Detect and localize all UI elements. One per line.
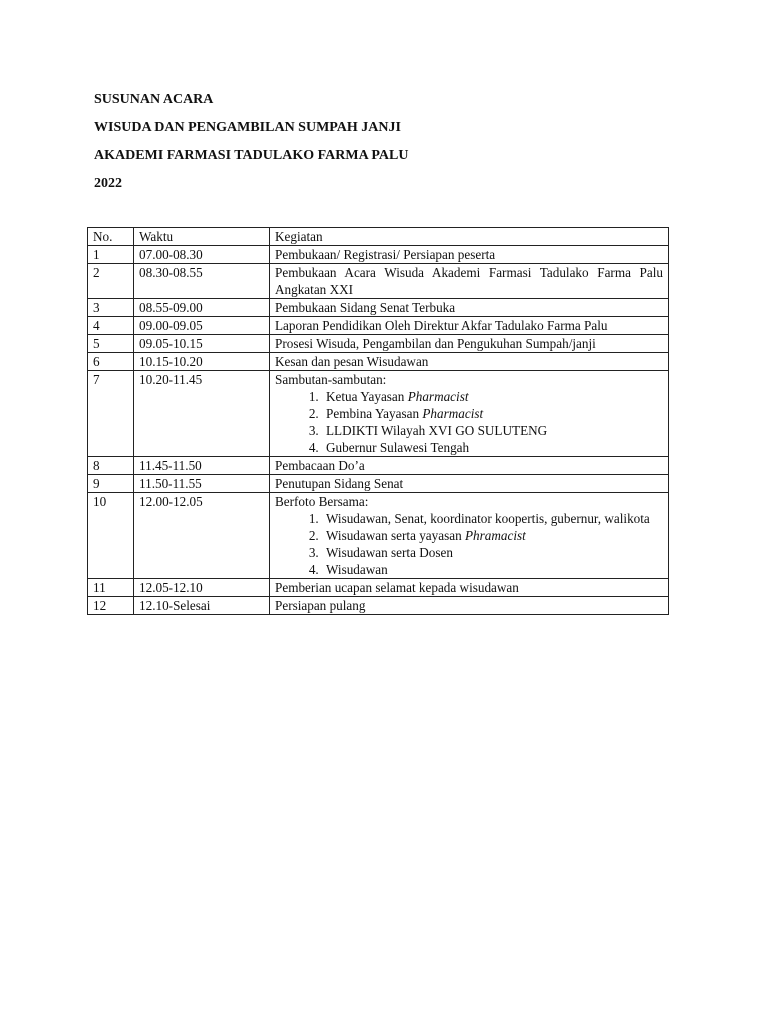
table-row xyxy=(88,335,669,353)
list-item: 4. Wisudawan xyxy=(322,561,663,578)
list-item: 2. Pembina Yayasan Pharmacist xyxy=(322,405,663,422)
row-activity: Laporan Pendidikan Oleh Direktur Akfar Tadulako Farma Palu xyxy=(270,317,669,335)
row-activity xyxy=(270,371,669,457)
row-no: 6 xyxy=(88,353,134,371)
table-row xyxy=(88,299,669,317)
list-item: 1. Wisudawan, Senat, koordinator koopertis, gubernur, walikota xyxy=(322,510,663,527)
row-no: 5 xyxy=(88,335,134,353)
table-row xyxy=(88,371,669,457)
row-time: 08.30-08.55 xyxy=(134,264,270,299)
row-no: 4 xyxy=(88,317,134,335)
table-row xyxy=(88,457,669,475)
table-row xyxy=(88,264,669,299)
list-item: 4. Gubernur Sulawesi Tengah xyxy=(322,439,663,456)
row-no: 1 xyxy=(88,246,134,264)
row-time: 07.00-08.30 xyxy=(134,246,270,264)
activity-title: Berfoto Bersama: xyxy=(275,494,369,509)
table-row xyxy=(88,579,669,597)
row-time: 10.15-10.20 xyxy=(134,353,270,371)
row-no: 12 xyxy=(88,597,134,615)
row-activity: Pembukaan Sidang Senat Terbuka xyxy=(270,299,669,317)
heading-year: 2022 xyxy=(94,176,122,191)
list-item: 3. Wisudawan serta Dosen xyxy=(322,544,663,561)
row-activity: Pembukaan Acara Wisuda Akademi Farmasi Tadulako Farma Palu Angkatan XXI xyxy=(270,264,669,299)
row-no: 3 xyxy=(88,299,134,317)
row-activity: Pembukaan/ Registrasi/ Persiapan peserta xyxy=(270,246,669,264)
row-activity: Pembacaan Do’a xyxy=(270,457,669,475)
table-row xyxy=(88,475,669,493)
row-activity: Kesan dan pesan Wisudawan xyxy=(270,353,669,371)
row-time: 12.10-Selesai xyxy=(134,597,270,615)
list-item: 2. Wisudawan serta yayasan Phramacist xyxy=(322,527,663,544)
table-row xyxy=(88,246,669,264)
row-activity: Prosesi Wisuda, Pengambilan dan Pengukuhan Sumpah/janji xyxy=(270,335,669,353)
table-row xyxy=(88,353,669,371)
table-row xyxy=(88,317,669,335)
row-no: 8 xyxy=(88,457,134,475)
row-time: 09.00-09.05 xyxy=(134,317,270,335)
table-row xyxy=(88,597,669,615)
row-no: 2 xyxy=(88,264,134,299)
row-time: 11.50-11.55 xyxy=(134,475,270,493)
row-activity: Pemberian ucapan selamat kepada wisudawan xyxy=(270,579,669,597)
list-item: 3. LLDIKTI Wilayah XVI GO SULUTENG xyxy=(322,422,663,439)
table-row xyxy=(88,493,669,579)
row-activity: Persiapan pulang xyxy=(270,597,669,615)
row-time: 09.05-10.15 xyxy=(134,335,270,353)
row-time: 10.20-11.45 xyxy=(134,371,270,457)
row-time: 08.55-09.00 xyxy=(134,299,270,317)
document-heading xyxy=(94,86,408,198)
table-header-row xyxy=(88,228,669,246)
row-time: 11.45-11.50 xyxy=(134,457,270,475)
row-no: 10 xyxy=(88,493,134,579)
schedule-table xyxy=(87,227,669,615)
activity-title: Sambutan-sambutan: xyxy=(275,372,387,387)
row-no: 11 xyxy=(88,579,134,597)
row-time: 12.05-12.10 xyxy=(134,579,270,597)
header-no: No. xyxy=(88,228,134,246)
row-no: 7 xyxy=(88,371,134,457)
heading-line-1: SUSUNAN ACARA xyxy=(94,92,214,107)
photo-list xyxy=(275,510,663,578)
header-time: Waktu xyxy=(134,228,270,246)
heading-line-2: WISUDA DAN PENGAMBILAN SUMPAH JANJI xyxy=(94,120,401,135)
row-activity: Penutupan Sidang Senat xyxy=(270,475,669,493)
header-activity: Kegiatan xyxy=(270,228,669,246)
list-item: 1. Ketua Yayasan Pharmacist xyxy=(322,388,663,405)
speech-list xyxy=(275,388,663,456)
row-no: 9 xyxy=(88,475,134,493)
row-activity xyxy=(270,493,669,579)
row-time: 12.00-12.05 xyxy=(134,493,270,579)
heading-line-3: AKADEMI FARMASI TADULAKO FARMA PALU xyxy=(94,148,409,163)
